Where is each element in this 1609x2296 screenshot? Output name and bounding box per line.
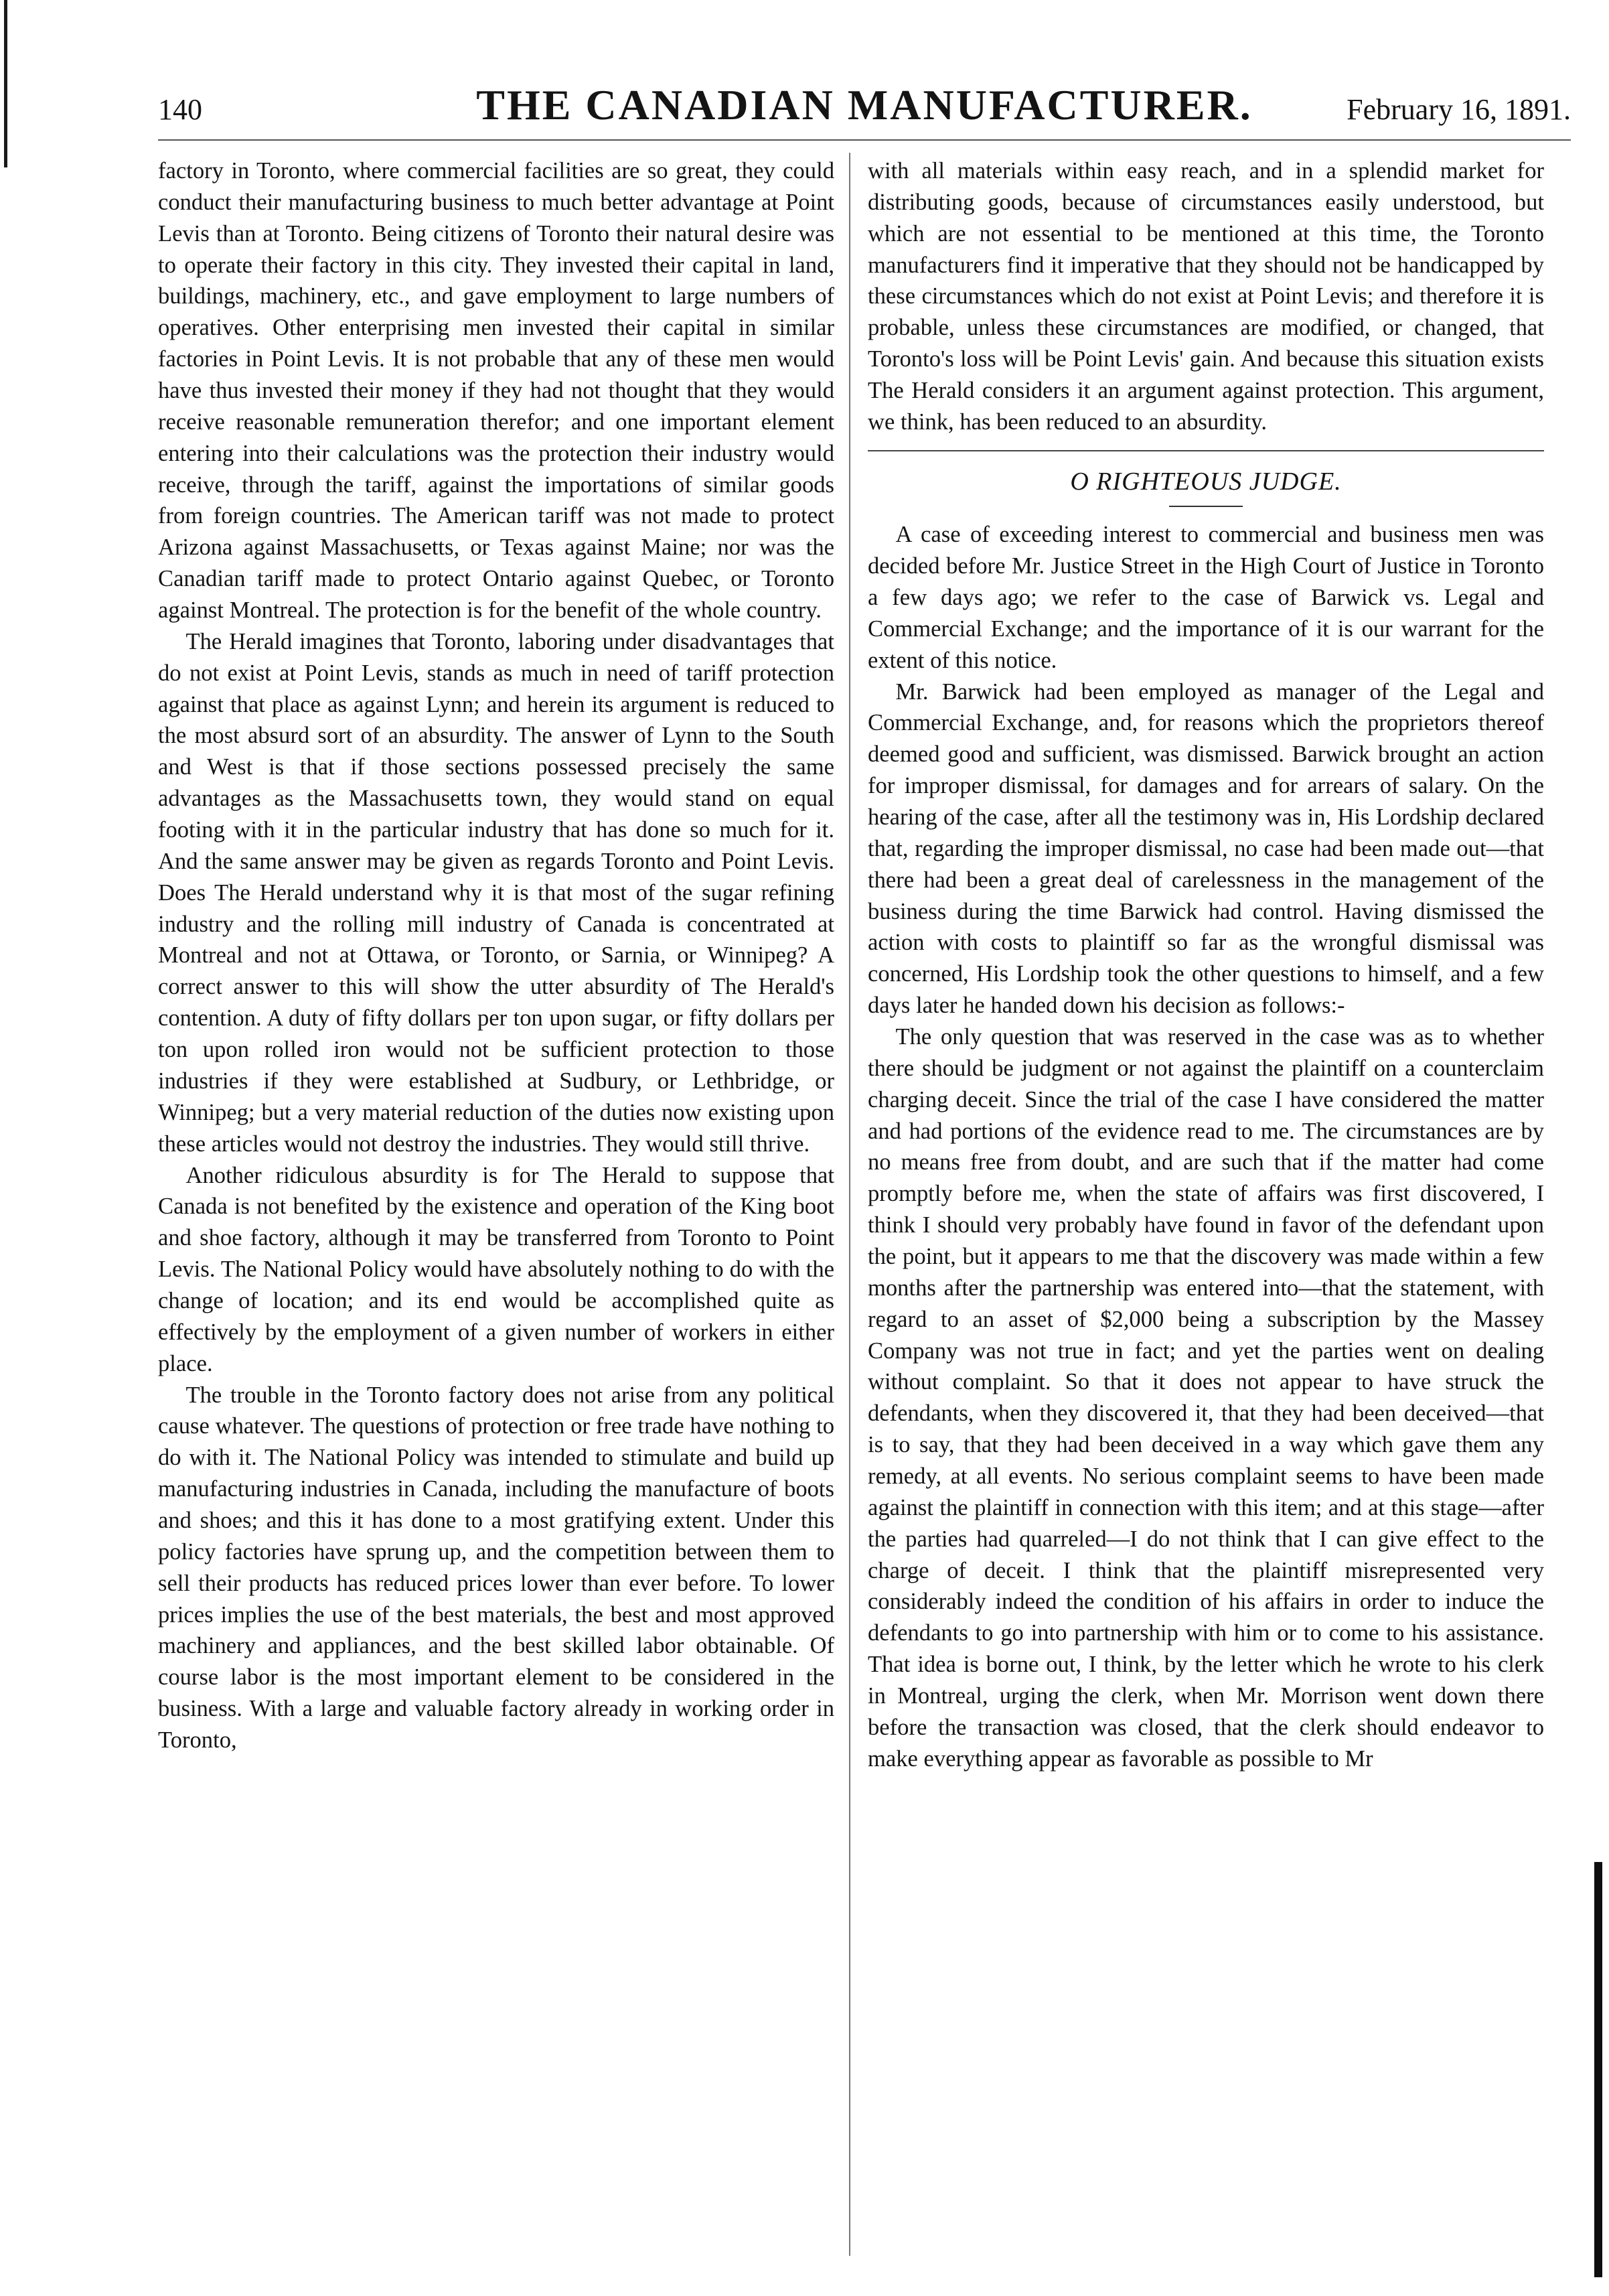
header-rule	[158, 139, 1571, 141]
paragraph: factory in Toronto, where commercial facilities are so great, they could conduct their manufacturing business to much better advantage at Point Levis than at Toronto. Being citizens of Toronto their natural desire was to operate their factory in this city. They invested their capital in land, buildings, machinery, etc., and gave employment to large numbers of operatives. Other enterprising men invested their capital in similar factories in Point Levis. It is not probable that any of these men would have thus invested their money if they had not thought that they would receive reasonable remuneration therefor; and one important element entering into their calculations was the protection their industry would receive, through the tariff, against the importations of similar goods from foreign countries. The American tariff was not made to protect Arizona against Massachusetts, or Texas against Maine; nor was the Canadian tariff made to protect Ontario against Quebec, or Toronto against Montreal. The protection is for the benefit of the whole country.	[158, 158, 834, 624]
binding-shadow	[1594, 1862, 1602, 2277]
paragraph: Mr. Barwick had been employed as manager of the Legal and Commercial Exchange, and, for reasons which the proprietors thereof deemed good and sufficient, was dismissed. Barwick brought an action for improper dismissal, for damages and for arrears of salary. On the hearing of the case, after all the testimony was in, His Lordship declared that, regarding the improper dismissal, no case had been made out—that there had been a great deal of carelessness in the management of the business during the time Barwick had control. Having dismissed the action with costs to plaintiff so far as the wrongful dismissal was concerned, His Lordship took the other questions to himself, and a few days later he handed down his decision as follows:-	[868, 678, 1544, 1019]
masthead-title: THE CANADIAN MANUFACTURER.	[476, 81, 1253, 129]
page-edge-shadow	[4, 0, 7, 167]
paragraph: A case of exceeding interest to commercial and business men was decided before Mr. Justice Street in the High Court of Justice in Toronto a few days ago; we refer to the case of Barwick vs. Legal and Commercial Exchange; and the importance of it is our warrant for the extent of this notice.	[868, 522, 1544, 673]
paragraph: The trouble in the Toronto factory does not arise from any political cause whatever. The questions of protection or free trade have nothing to do with it. The National Policy was intended to stimulate and build up manufacturing industries in Canada, including the manufacture of boots and shoes; and this it has done to a most gratifying extent. Under this policy factories have sprung up, and the competition between them to sell their products has reduced prices lower than ever before. To lower prices implies the use of the best materials, the best and most approved machinery and appliances, and the best skilled labor obtainable. Of course labor is the most important element to be considered in the business. With a large and valuable factory already in working order in Toronto,	[158, 1382, 834, 1753]
column-divider	[849, 153, 850, 2256]
issue-date: February 16, 1891.	[1347, 93, 1571, 126]
paragraph: The only question that was reserved in the case was as to whether there should be judgment or not against the plaintiff on a counterclaim charging deceit. Since the trial of the case I have considered the matter and had portions of the evidence read to me. The circumstances are by no means free from doubt, and are such that if the matter had come promptly before me, when the state of affairs was first discovered, I think I should very probably have found in favor of the defendant upon the point, but it appears to me that the discovery was made within a few months after the partnership was entered into—that the statement, with regard to an asset of $2,000 being a subscription by the Massey Company was not true in fact; and yet the parties went on dealing without complaint. So that it does not appear to have struck the defendants, when they discovered it, that they had been deceived—that is to say, that they had been deceived in a way which gave them any remedy, at all events. No serious complaint seems to have been made against the plaintiff in connection with this item; and at this stage—after the parties had quarreled—I do not think that I can give effect to the charge of deceit. I think that the plaintiff misrepresented very considerably indeed the condition of his affairs in order to induce the defendants to go into partnership with him or to come to his assistance. That idea is borne out, I think, by the letter which he wrote to his clerk in Montreal, urging the clerk, when Mr. Morrison went down there before the transaction was closed, that the clerk should endeavor to make everything appear as favorable as possible to Mr	[868, 1023, 1544, 1772]
section-divider	[868, 450, 1544, 451]
article-title: O RIGHTEOUS JUDGE.	[1070, 467, 1342, 496]
left-column	[158, 155, 834, 2258]
page-header	[158, 80, 1571, 134]
paragraph: with all materials within easy reach, and in a splendid market for distributing goods, because of circumstances easily understood, but which are not essential to be mentioned at this time, the Toronto manufacturers find it imperative that they should not be handicapped by these circumstances which do not exist at Point Levis; and therefore it is probable, unless these circumstances are modified, or changed, that Toronto's loss will be Point Levis' gain. And because this situation exists The Herald considers it an argument against protection. This argument, we think, has been reduced to an absurdity.	[868, 158, 1544, 435]
right-column	[868, 155, 1544, 2258]
page-number: 140	[158, 93, 202, 126]
title-rule	[1169, 506, 1243, 507]
paragraph: Another ridiculous absurdity is for The Herald to suppose that Canada is not benefited by the existence and operation of the King boot and shoe factory, although it may be transferred from Toronto to Point Levis. The National Policy would have absolutely nothing to do with the change of location; and its end would be accomplished quite as effectively by the employment of a given number of workers in either place.	[158, 1162, 834, 1376]
paragraph: The Herald imagines that Toronto, laboring under disadvantages that do not exist at Point Levis, stands as much in need of tariff protection against that place as against Lynn; and herein its argument is reduced to the most absurd sort of an absurdity. The answer of Lynn to the South and West is that if those sections possessed precisely the same advantages as the Massachusetts town, they would stand on equal footing with it in the particular industry that has done so much for it. And the same answer may be given as regards Toronto and Point Levis. Does The Herald understand why it is that most of the sugar refining industry and the rolling mill industry of Canada is concentrated at Montreal and not at Ottawa, or Toronto, or Sarnia, or Winnipeg? A correct answer to this will show the utter absurdity of The Herald's contention. A duty of fifty dollars per ton upon sugar, or fifty dollars per ton upon rolled iron would not be sufficient protection to those industries if they were established at Sudbury, or Lethbridge, or Winnipeg; but a very material reduction of the duties now existing upon these articles would not destroy the industries. They would still thrive.	[158, 628, 834, 1157]
